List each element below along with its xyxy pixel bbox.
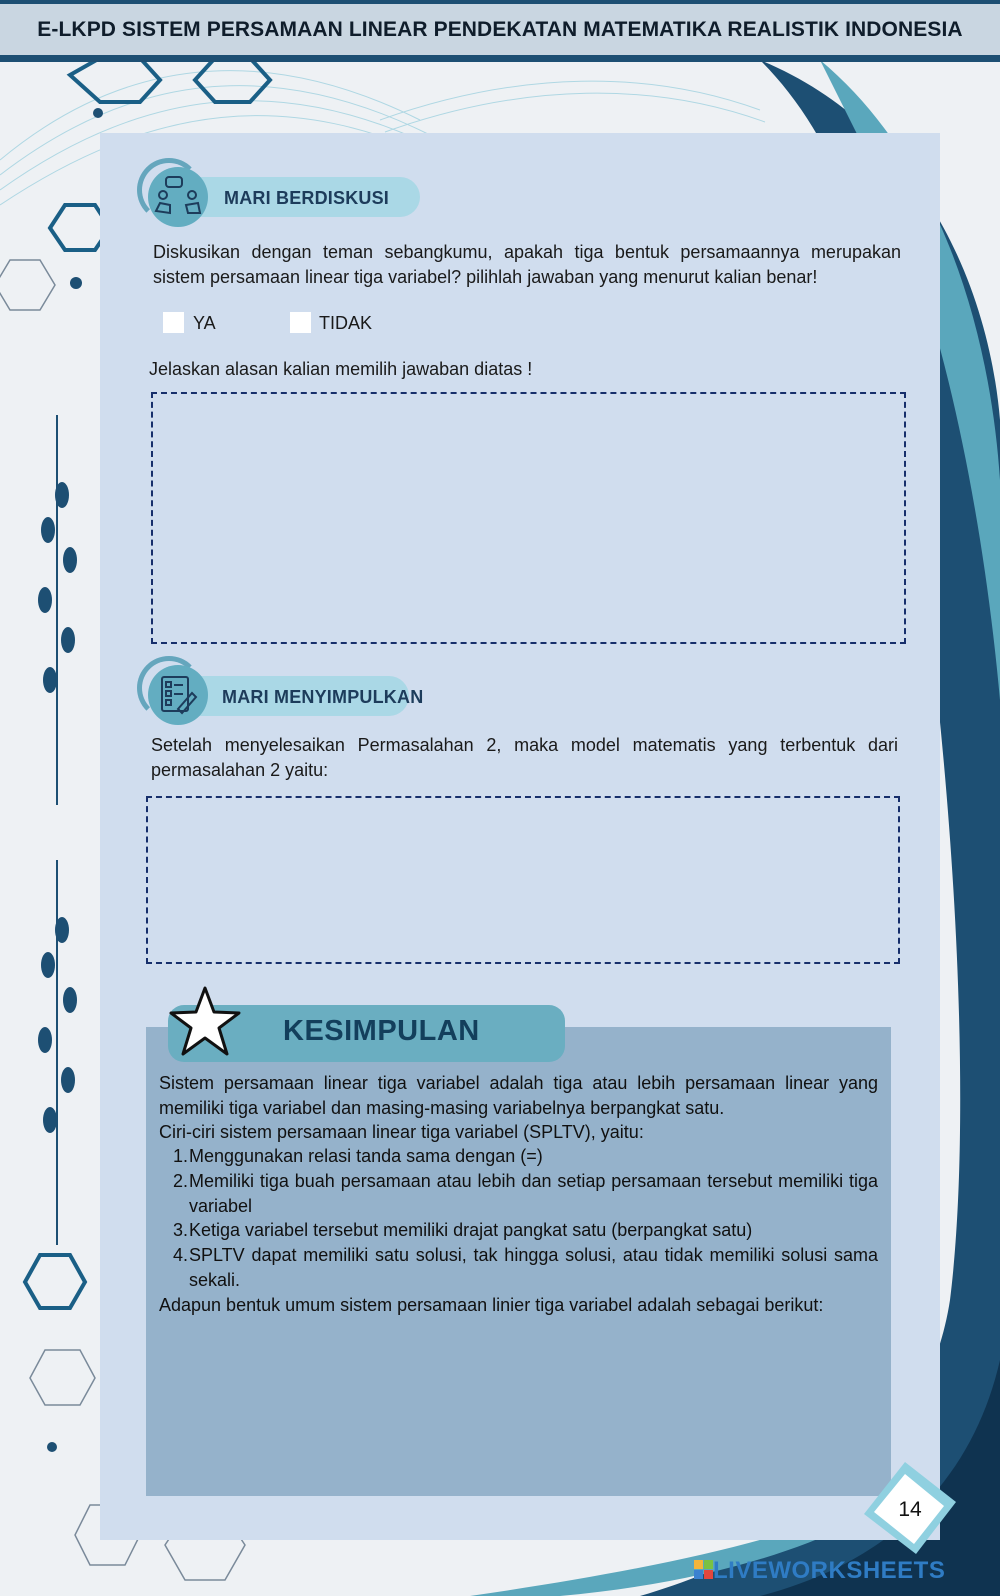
kesimpulan-intro: Sistem persamaan linear tiga variabel adalah tiga atau lebih persamaan linear yang memiliki tiga variabel dan masing-masing variabelnya berpangkat satu. xyxy=(159,1073,878,1118)
option-ya-label: YA xyxy=(193,313,216,333)
kesimpulan-title: KESIMPULAN xyxy=(283,1015,480,1047)
list-item: 4. SPLTV dapat memiliki satu solusi, tak hingga solusi, atau tidak memiliki solusi sama sekali. xyxy=(173,1245,878,1290)
page-number: 14 xyxy=(898,1498,922,1521)
option-ya-checkbox[interactable] xyxy=(163,312,184,333)
checklist-icon xyxy=(148,665,208,725)
liveworksheets-logo-icon xyxy=(694,1560,714,1580)
list-item: 1. Menggunakan relasi tanda sama dengan (=) xyxy=(173,1146,543,1166)
kesimpulan-ciri-heading: Ciri-ciri sistem persamaan linear tiga variabel (SPLTV), yaitu: xyxy=(159,1122,644,1142)
diskusi-question: Diskusikan dengan teman sebangkumu, apakah tiga bentuk persamaannya merupakan sistem persamaan linear tiga variabel? pilihlah jawaban yang menurut kalian benar! xyxy=(153,242,901,287)
list-item: 3. Ketiga variabel tersebut memiliki drajat pangkat satu (berpangkat satu) xyxy=(173,1220,753,1241)
diskusi-section-label: MARI BERDISKUSI xyxy=(224,188,390,208)
simpulan-section-label: MARI MENYIMPULKAN xyxy=(222,687,424,707)
diskusi-prompt: Jelaskan alasan kalian memilih jawaban diatas ! xyxy=(149,359,533,379)
header-bar xyxy=(0,0,1000,62)
discussion-icon xyxy=(148,167,208,227)
reason-answer-box[interactable] xyxy=(151,392,906,644)
kesimpulan-closing: Adapun bentuk umum sistem persamaan linier tiga variabel adalah sebagai berikut: xyxy=(159,1295,824,1315)
simpulan-question: Setelah menyelesaikan Permasalahan 2, maka model matematis yang terbentuk dari permasalahan 2 yaitu: xyxy=(151,735,898,780)
brand-text[interactable]: LIVEWORKSHEETS xyxy=(713,1557,946,1584)
list-item: 2. Memiliki tiga buah persamaan atau lebih dan setiap persamaan tersebut memiliki tiga variabel xyxy=(173,1170,878,1216)
option-tidak-checkbox[interactable] xyxy=(290,312,311,333)
star-icon xyxy=(163,980,247,1064)
page-title: E-LKPD SISTEM PERSAMAAN LINEAR PENDEKATAN MATEMATIKA REALISTIK INDONESIA xyxy=(37,18,963,41)
option-tidak-label: TIDAK xyxy=(319,313,373,333)
ciri-list xyxy=(173,1144,878,1293)
model-answer-box[interactable] xyxy=(146,796,900,964)
